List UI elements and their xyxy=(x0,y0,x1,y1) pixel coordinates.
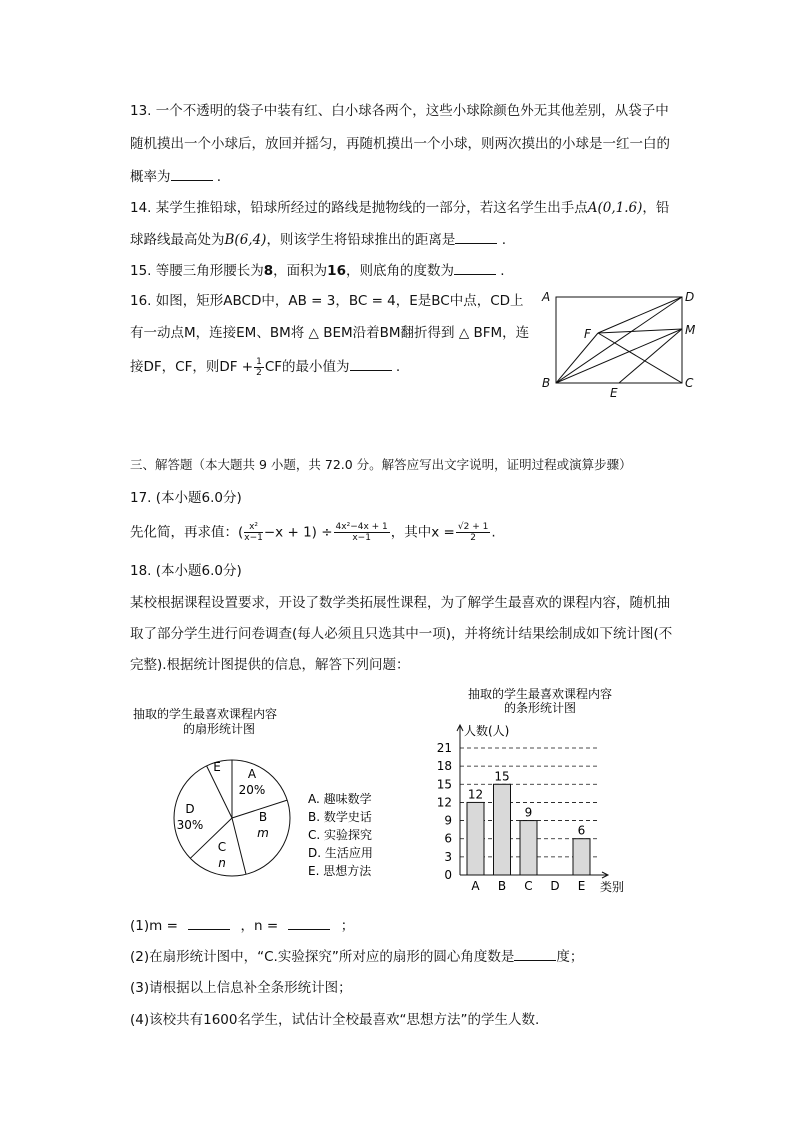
pie-slice-value-c: n xyxy=(218,856,226,870)
q16-answer-blank[interactable] xyxy=(350,356,392,371)
pie-slice-label-e: E xyxy=(213,760,221,774)
q18-sub2 xyxy=(130,946,583,967)
bar-b xyxy=(494,784,511,875)
q16-rectangle-figure xyxy=(538,285,698,400)
q14-point-a: A(0,1.6) xyxy=(587,200,643,216)
bar-chart xyxy=(420,685,650,895)
pie-legend-item: B. 数学史话 xyxy=(308,810,372,824)
q18-sub1-mid: ，n = xyxy=(240,918,279,934)
label-e: E xyxy=(610,386,618,400)
q15-end: . xyxy=(495,263,505,279)
q18-n-blank[interactable] xyxy=(288,915,330,930)
q15-area: 16 xyxy=(327,263,346,279)
bar-e xyxy=(573,839,590,875)
line-bf xyxy=(556,333,598,383)
q16-text2: CF的最小值为 xyxy=(264,359,350,375)
q17-fraction-2: $\frac{\text{4x²−4x + 1}}{x-1}$ xyxy=(335,522,388,543)
q14-answer-blank[interactable] xyxy=(455,229,497,244)
q14-end: . xyxy=(497,232,507,248)
pie-title: 抽取的学生最喜欢课程内容 xyxy=(132,707,278,721)
bar-ytick-label: 18 xyxy=(436,759,452,774)
label-a: A xyxy=(542,290,551,304)
q17-fraction-1: $\frac{\text{x²}}{x-1}$ xyxy=(244,522,263,543)
q17-expression xyxy=(130,522,496,543)
pie-subtitle: 的扇形统计图 xyxy=(182,722,256,736)
pie-legend-item: C. 实验探究 xyxy=(308,828,373,842)
pie-slice-label-d: D xyxy=(185,802,195,816)
q13-line3 xyxy=(130,166,221,187)
q18-sub4: (4)该校共有1600名学生，试估计全校最喜欢“思想方法”的学生人数. xyxy=(130,1012,540,1028)
bar-category-label-a: A xyxy=(471,879,480,893)
bar-title: 抽取的学生最喜欢课程内容 xyxy=(467,687,613,701)
q18-para2: 取了部分学生进行问卷调查(每人必须且只选其中一项)，并将统计结果绘制成如下统计图(不 xyxy=(130,626,673,642)
q17-mid2: ，其中x = xyxy=(390,524,455,541)
label-f: F xyxy=(584,327,591,341)
q16-line2: 有一动点M，连接EM、BM将 △ BEM沿着BM翻折得到 △ BFM，连 xyxy=(130,325,530,341)
q13-answer-blank[interactable] xyxy=(171,166,213,181)
pie-slice-value-d: 30% xyxy=(176,818,204,832)
q18-sub2-text: (2)在扇形统计图中，“C.实验探究”所对应的扇形的圆心角度数是 xyxy=(130,949,515,965)
pie-slice-label-c: C xyxy=(217,840,227,854)
q15-line xyxy=(130,260,505,281)
bar-a xyxy=(467,802,484,875)
pie-slice-label-a: A xyxy=(247,767,257,781)
line-bd xyxy=(556,297,682,383)
bar-category-label-b: B xyxy=(497,879,507,893)
pie-slice-value-b: m xyxy=(257,826,269,840)
q17-mid1: −x + 1) ÷ xyxy=(263,524,333,541)
q18-header: 18. (本小题6.0分) xyxy=(130,563,242,579)
bar-category-label-c: C xyxy=(524,879,533,893)
q18-m-blank[interactable] xyxy=(188,915,230,930)
q16-line1: 16. 如图，矩形ABCD中，AB = 3，BC = 4，E是BC中点，CD上 xyxy=(130,293,524,309)
bar-ytick-label: 3 xyxy=(444,849,452,864)
bar-xlabel: 类别 xyxy=(600,880,625,894)
bar-ytick-label: 0 xyxy=(444,868,452,882)
q16-text: 接DF，CF，则DF + xyxy=(130,359,254,375)
q14-text3: ，则该学生将铅球推出的距离是 xyxy=(266,232,456,248)
bar-ylabel: 人数(人) xyxy=(464,724,510,738)
label-b: B xyxy=(542,376,551,390)
q16-end: . xyxy=(391,359,401,375)
bar-ytick-label: 21 xyxy=(436,741,452,755)
q15-leg: 8 xyxy=(263,263,274,279)
q14-line1 xyxy=(130,198,669,218)
bar-data-label-a: 12 xyxy=(467,787,484,802)
pie-legend-item: D. 生活应用 xyxy=(308,846,373,860)
q15-text3: ，则底角的度数为 xyxy=(345,263,454,279)
q18-sub1-end: ； xyxy=(340,918,355,934)
q14-point-b: B(6,4) xyxy=(224,232,267,248)
q18-angle-blank[interactable] xyxy=(514,946,556,961)
bar-subtitle: 的条形统计图 xyxy=(503,701,577,715)
bar-ytick-label: 12 xyxy=(436,795,452,810)
q14-text2: 球路线最高处为 xyxy=(130,232,225,248)
section-3-title: 三、解答题（本大题共 9 小题，共 72.0 分。解答应写出文字说明，证明过程或演算步骤） xyxy=(130,457,632,472)
q14-text-end: ，铅 xyxy=(642,200,670,216)
line-fc xyxy=(598,333,682,383)
q15-answer-blank[interactable] xyxy=(454,260,496,275)
pie-slice-label-b: B xyxy=(258,810,268,824)
pie-legend-item: A. 趣味数学 xyxy=(308,792,372,806)
bar-data-label-b: 15 xyxy=(494,769,510,784)
bar-ytick-label: 6 xyxy=(444,831,452,846)
line-bm xyxy=(556,329,682,383)
line-em xyxy=(619,329,682,383)
bar-category-label-d: D xyxy=(550,879,560,893)
q14-text: 14. 某学生推铅球，铅球所经过的路线是抛物线的一部分，若这名学生出手点 xyxy=(130,200,588,216)
label-c: C xyxy=(685,376,694,390)
q17-text: 先化简，再求值：( xyxy=(130,524,244,541)
q17-header: 17. (本小题6.0分) xyxy=(130,490,242,506)
q16-line3 xyxy=(130,356,400,378)
q17-end: . xyxy=(491,524,496,541)
bar-data-label-e: 6 xyxy=(577,823,586,838)
label-d: D xyxy=(685,290,695,304)
q18-sub3: (3)请根据以上信息补全条形统计图； xyxy=(130,980,352,996)
q17-fraction-3: $\frac{√2 + 1}{2}$ xyxy=(457,522,489,543)
bar-c xyxy=(520,821,537,875)
line-fm xyxy=(598,329,682,333)
q18-sub2-end: 度； xyxy=(556,949,584,965)
q16-fraction: $\frac{1}{2}$ xyxy=(256,356,262,378)
q18-para3: 完整).根据统计图提供的信息，解答下列问题： xyxy=(130,657,410,673)
q14-line2 xyxy=(130,229,506,250)
q15-text: 15. 等腰三角形腰长为 xyxy=(130,263,264,279)
q15-text2: ，面积为 xyxy=(273,263,328,279)
bar-ytick-label: 9 xyxy=(444,813,452,828)
bar-category-label-e: E xyxy=(577,879,586,893)
line-fd xyxy=(598,297,682,333)
bar-ytick-label: 15 xyxy=(436,777,452,792)
pie-slice-value-a: 20% xyxy=(238,783,266,797)
q13-line1: 13. 一个不透明的袋子中装有红、白小球各两个，这些小球除颜色外无其他差别，从袋子中 xyxy=(130,103,669,119)
q13-text: 概率为 xyxy=(130,169,171,185)
q18-sub1-text: (1)m = xyxy=(130,918,178,934)
q13-end: . xyxy=(212,169,222,185)
label-m: M xyxy=(685,323,696,337)
bar-data-label-c: 9 xyxy=(524,805,533,820)
q18-sub1 xyxy=(130,915,354,936)
pie-chart xyxy=(125,700,400,885)
q18-para1: 某校根据课程设置要求，开设了数学类拓展性课程，为了解学生最喜欢的课程内容，随机抽 xyxy=(130,595,670,611)
q13-line2: 随机摸出一个小球后，放回并摇匀，再随机摸出一个小球，则两次摸出的小球是一红一白的 xyxy=(130,136,670,152)
pie-legend-item: E. 思想方法 xyxy=(308,864,372,878)
